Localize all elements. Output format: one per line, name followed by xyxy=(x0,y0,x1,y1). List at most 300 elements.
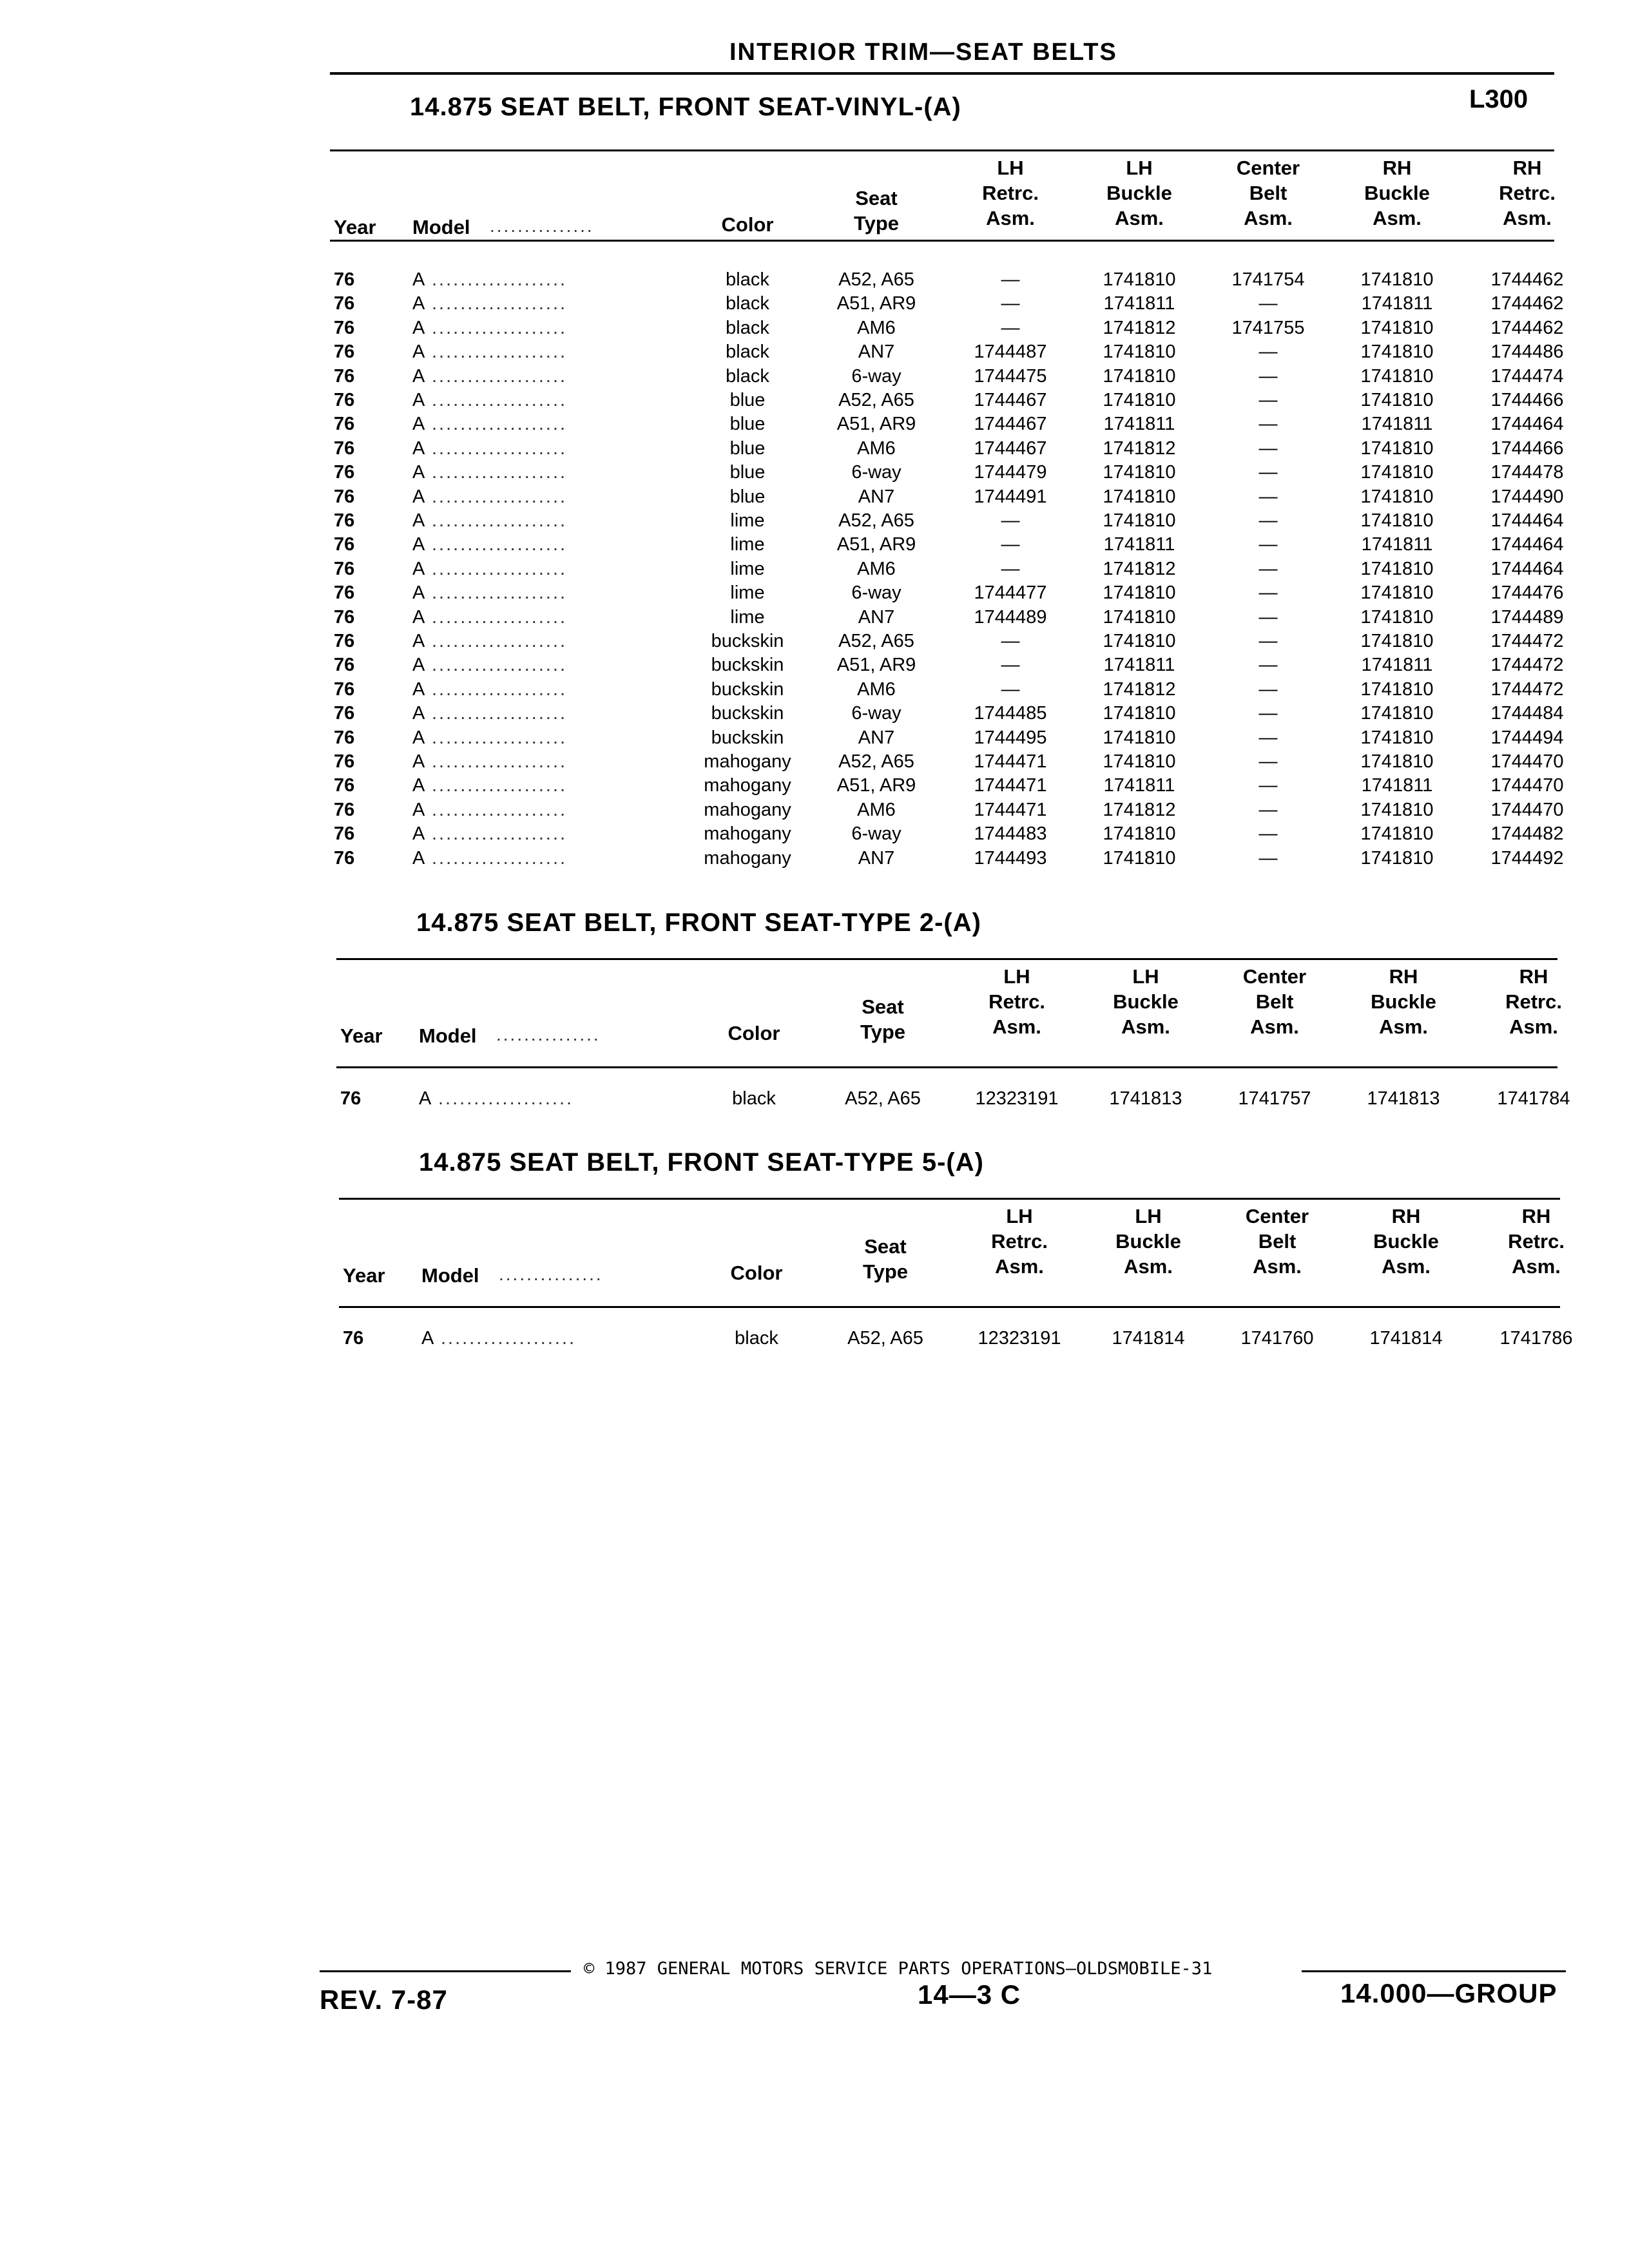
cell-center-belt: — xyxy=(1258,631,1278,651)
cell-seat-type: AN7 xyxy=(858,486,895,507)
cell-lh-buckle: 1741810 xyxy=(1103,751,1176,772)
col-center-belt-1: Center xyxy=(1236,157,1300,179)
cell-color: mahogany xyxy=(704,847,791,869)
table-row xyxy=(0,655,1629,678)
cell-rh-buckle: 1741810 xyxy=(1360,703,1434,724)
cell-model: A xyxy=(412,269,425,290)
cell-lh-retrc: — xyxy=(1001,317,1020,338)
cell-seat-type: 6-way xyxy=(851,582,901,604)
col-lh-buckle-1: LH xyxy=(1135,1205,1162,1227)
col-rh-retrc-2: Retrc. xyxy=(1499,182,1556,204)
cell-lh-retrc: 12323191 xyxy=(975,1088,1059,1109)
table-row xyxy=(0,727,1629,751)
cell-center-belt: — xyxy=(1258,847,1278,869)
cell-center-belt: — xyxy=(1258,390,1278,410)
table-top-rule xyxy=(336,958,1557,960)
header-bottom-rule xyxy=(336,1066,1557,1068)
cell-rh-buckle: 1741810 xyxy=(1360,462,1434,483)
cell-lh-buckle: 1741810 xyxy=(1103,390,1176,410)
cell-lh-buckle: 1741812 xyxy=(1103,799,1176,820)
cell-color: lime xyxy=(730,534,765,555)
cell-seat-type: AM6 xyxy=(857,799,896,820)
cell-year: 76 xyxy=(334,437,355,459)
cell-rh-buckle: 1741810 xyxy=(1360,365,1434,387)
cell-lh-retrc: 1744489 xyxy=(974,606,1047,628)
cell-center-belt: — xyxy=(1258,606,1278,628)
table-row xyxy=(0,1088,1629,1112)
cell-lh-buckle: 1741810 xyxy=(1103,486,1176,507)
cell-lh-buckle: 1741810 xyxy=(1103,365,1176,387)
cell-rh-buckle: 1741810 xyxy=(1360,341,1434,363)
cell-year: 76 xyxy=(334,655,355,676)
col-seat-type-2: Type xyxy=(853,212,900,235)
cell-lh-retrc: 1744487 xyxy=(974,341,1047,363)
cell-model-dots: ................... xyxy=(432,414,568,435)
footer-rule-left xyxy=(320,1970,571,1972)
cell-model: A xyxy=(412,293,425,314)
cell-seat-type: 6-way xyxy=(851,703,901,724)
cell-model: A xyxy=(412,631,425,651)
cell-model: A xyxy=(412,582,425,604)
cell-rh-buckle: 1741810 xyxy=(1360,486,1434,507)
cell-center-belt: — xyxy=(1258,534,1278,555)
cell-seat-type: A51, AR9 xyxy=(836,534,916,555)
cell-model-dots: ................... xyxy=(432,293,568,314)
cell-lh-buckle: 1741811 xyxy=(1103,293,1175,314)
cell-rh-retrc: 1744464 xyxy=(1490,558,1564,579)
col-seat-type-1: Seat xyxy=(855,187,898,209)
cell-center-belt: 1741754 xyxy=(1231,269,1305,290)
cell-lh-retrc: — xyxy=(1001,558,1020,579)
col-rh-buckle-3: Asm. xyxy=(1379,1015,1428,1038)
cell-color: black xyxy=(726,317,769,338)
cell-model: A xyxy=(412,462,425,483)
table-row xyxy=(0,366,1629,390)
col-lh-buckle-1: LH xyxy=(1126,157,1153,179)
col-rh-retrc-1: RH xyxy=(1521,1205,1551,1227)
cell-color: mahogany xyxy=(704,751,791,772)
col-lh-retrc-3: Asm. xyxy=(986,207,1035,229)
cell-lh-retrc: — xyxy=(1001,631,1020,651)
cell-rh-buckle: 1741810 xyxy=(1360,437,1434,459)
cell-rh-buckle: 1741810 xyxy=(1360,558,1434,579)
cell-model-dots: ................... xyxy=(432,582,568,604)
col-model-dots: ............... xyxy=(499,1264,603,1284)
table-row xyxy=(0,679,1629,703)
cell-center-belt: — xyxy=(1258,655,1278,676)
cell-seat-type: 6-way xyxy=(851,462,901,483)
cell-model-dots: ................... xyxy=(432,678,568,700)
cell-lh-buckle: 1741812 xyxy=(1103,317,1176,338)
cell-color: buckskin xyxy=(711,678,784,700)
footer-revision: REV. 7-87 xyxy=(320,1984,448,2015)
col-lh-buckle-2: Buckle xyxy=(1106,182,1172,204)
table-row xyxy=(0,848,1629,872)
col-lh-retrc-3: Asm. xyxy=(995,1255,1044,1278)
cell-lh-retrc: 1744477 xyxy=(974,582,1047,604)
col-lh-buckle-3: Asm. xyxy=(1124,1255,1173,1278)
cell-lh-retrc: 1744493 xyxy=(974,847,1047,869)
cell-year: 76 xyxy=(334,317,355,338)
table-row xyxy=(0,775,1629,799)
col-year: Year xyxy=(334,216,376,238)
cell-year: 76 xyxy=(334,293,355,314)
cell-rh-buckle: 1741810 xyxy=(1360,823,1434,845)
cell-center-belt: — xyxy=(1258,462,1278,483)
cell-year: 76 xyxy=(334,462,355,483)
cell-year: 76 xyxy=(334,365,355,387)
footer-group: 14.000—GROUP xyxy=(1340,1978,1557,2008)
cell-rh-buckle: 1741810 xyxy=(1360,631,1434,651)
cell-year: 76 xyxy=(334,775,355,796)
cell-rh-buckle: 1741810 xyxy=(1360,727,1434,748)
cell-seat-type: AN7 xyxy=(858,727,895,748)
col-rh-retrc-1: RH xyxy=(1519,965,1548,988)
cell-rh-retrc: 1744466 xyxy=(1490,437,1564,459)
col-lh-retrc-2: Retrc. xyxy=(988,990,1045,1013)
cell-lh-buckle: 1741811 xyxy=(1103,655,1175,676)
cell-seat-type: AM6 xyxy=(857,558,896,579)
cell-center-belt: — xyxy=(1258,558,1278,579)
cell-model-dots: ................... xyxy=(438,1088,574,1109)
table-row xyxy=(0,486,1629,510)
cell-rh-retrc: 1744462 xyxy=(1490,269,1564,290)
cell-seat-type: A51, AR9 xyxy=(836,414,916,435)
col-seat-type-1: Seat xyxy=(862,995,904,1018)
cell-color: buckskin xyxy=(711,727,784,748)
cell-year: 76 xyxy=(334,582,355,604)
cell-lh-buckle: 1741810 xyxy=(1103,582,1176,604)
cell-year: 76 xyxy=(334,847,355,869)
cell-model: A xyxy=(412,727,425,748)
col-seat-type-1: Seat xyxy=(864,1235,907,1258)
col-year: Year xyxy=(343,1264,385,1287)
cell-year: 76 xyxy=(340,1088,361,1109)
cell-color: blue xyxy=(729,414,766,435)
cell-model: A xyxy=(412,365,425,387)
col-rh-retrc-3: Asm. xyxy=(1503,207,1552,229)
cell-rh-retrc: 1744472 xyxy=(1490,631,1564,651)
cell-lh-buckle: 1741814 xyxy=(1112,1328,1185,1349)
col-rh-buckle-3: Asm. xyxy=(1382,1255,1431,1278)
col-color: Color xyxy=(730,1262,783,1284)
cell-year: 76 xyxy=(334,510,355,531)
table-row xyxy=(0,390,1629,414)
cell-lh-retrc: 1744485 xyxy=(974,703,1047,724)
cell-lh-buckle: 1741810 xyxy=(1103,823,1176,845)
col-center-belt-3: Asm. xyxy=(1253,1255,1302,1278)
cell-rh-buckle: 1741811 xyxy=(1361,534,1433,555)
cell-center-belt: 1741757 xyxy=(1238,1088,1311,1109)
cell-color: buckskin xyxy=(711,631,784,651)
cell-model: A xyxy=(412,703,425,724)
cell-color: lime xyxy=(730,558,765,579)
cell-rh-retrc: 1744462 xyxy=(1490,293,1564,314)
cell-seat-type: A52, A65 xyxy=(838,751,914,772)
cell-color: black xyxy=(726,293,769,314)
cell-color: black xyxy=(726,341,769,363)
table-row xyxy=(0,414,1629,437)
col-year: Year xyxy=(340,1024,383,1047)
table-top-rule xyxy=(330,149,1554,151)
cell-year: 76 xyxy=(334,558,355,579)
cell-model: A xyxy=(412,775,425,796)
header-rule xyxy=(330,72,1554,75)
col-rh-buckle-1: RH xyxy=(1389,965,1418,988)
cell-color: mahogany xyxy=(704,775,791,796)
cell-lh-retrc: 1744475 xyxy=(974,365,1047,387)
cell-rh-retrc: 1744464 xyxy=(1490,534,1564,555)
cell-model-dots: ................... xyxy=(432,558,568,579)
col-rh-retrc-3: Asm. xyxy=(1509,1015,1558,1038)
cell-model: A xyxy=(412,558,425,579)
cell-model: A xyxy=(412,751,425,772)
table-row xyxy=(0,534,1629,558)
cell-rh-retrc: 1744472 xyxy=(1490,678,1564,700)
table-row xyxy=(0,293,1629,317)
cell-model-dots: ................... xyxy=(432,751,568,772)
cell-model-dots: ................... xyxy=(441,1328,577,1349)
cell-color: buckskin xyxy=(711,655,784,676)
col-center-belt-1: Center xyxy=(1242,965,1307,988)
col-rh-buckle-1: RH xyxy=(1382,157,1412,179)
cell-lh-buckle: 1741811 xyxy=(1103,414,1175,435)
cell-seat-type: 6-way xyxy=(851,823,901,845)
cell-lh-buckle: 1741812 xyxy=(1103,437,1176,459)
cell-center-belt: 1741755 xyxy=(1231,317,1305,338)
col-model-dots: ............... xyxy=(496,1024,601,1044)
cell-seat-type: A51, AR9 xyxy=(836,775,916,796)
cell-rh-retrc: 1744474 xyxy=(1490,365,1564,387)
cell-color: lime xyxy=(730,582,765,604)
cell-center-belt: — xyxy=(1258,751,1278,772)
cell-model-dots: ................... xyxy=(432,462,568,483)
footer-page-number: 14—3 C xyxy=(918,1979,1021,2010)
cell-center-belt: — xyxy=(1258,510,1278,531)
cell-lh-buckle: 1741810 xyxy=(1103,727,1176,748)
col-lh-retrc-2: Retrc. xyxy=(991,1230,1048,1253)
col-seat-type-2: Type xyxy=(862,1260,909,1283)
col-center-belt-1: Center xyxy=(1245,1205,1309,1227)
cell-rh-buckle: 1741810 xyxy=(1360,606,1434,628)
cell-model-dots: ................... xyxy=(432,775,568,796)
cell-model: A xyxy=(412,799,425,820)
col-center-belt-2: Belt xyxy=(1258,1230,1296,1253)
col-rh-buckle-2: Buckle xyxy=(1371,990,1436,1013)
header-bottom-rule xyxy=(330,240,1554,242)
col-lh-retrc-1: LH xyxy=(1003,965,1030,988)
col-center-belt-2: Belt xyxy=(1249,182,1287,204)
cell-center-belt: — xyxy=(1258,775,1278,796)
cell-seat-type: A52, A65 xyxy=(838,510,914,531)
cell-year: 76 xyxy=(334,390,355,410)
section-title: 14.875 SEAT BELT, FRONT SEAT-TYPE 5-(A) xyxy=(419,1148,984,1177)
cell-year: 76 xyxy=(334,799,355,820)
cell-rh-buckle: 1741810 xyxy=(1360,269,1434,290)
table-row xyxy=(0,318,1629,341)
cell-model-dots: ................... xyxy=(432,727,568,748)
table-row xyxy=(0,751,1629,775)
cell-lh-buckle: 1741810 xyxy=(1103,462,1176,483)
cell-rh-retrc: 1744470 xyxy=(1490,751,1564,772)
cell-seat-type: AM6 xyxy=(857,437,896,459)
col-lh-buckle-2: Buckle xyxy=(1115,1230,1181,1253)
cell-center-belt: — xyxy=(1258,799,1278,820)
cell-rh-buckle: 1741811 xyxy=(1361,655,1433,676)
cell-year: 76 xyxy=(334,606,355,628)
col-model: Model xyxy=(412,216,470,238)
cell-lh-retrc: — xyxy=(1001,510,1020,531)
cell-rh-buckle: 1741811 xyxy=(1361,414,1433,435)
cell-model: A xyxy=(412,414,425,435)
header-bottom-rule xyxy=(339,1306,1560,1308)
col-seat-type-2: Type xyxy=(860,1021,906,1043)
cell-rh-retrc: 1741786 xyxy=(1499,1328,1573,1349)
cell-center-belt: — xyxy=(1258,414,1278,435)
cell-center-belt: — xyxy=(1258,437,1278,459)
cell-rh-retrc: 1744492 xyxy=(1490,847,1564,869)
cell-year: 76 xyxy=(334,414,355,435)
cell-rh-buckle: 1741810 xyxy=(1360,678,1434,700)
cell-rh-buckle: 1741810 xyxy=(1360,751,1434,772)
cell-center-belt: — xyxy=(1258,486,1278,507)
cell-lh-retrc: 1744471 xyxy=(974,799,1047,820)
cell-year: 76 xyxy=(334,751,355,772)
table-row xyxy=(0,438,1629,462)
cell-lh-buckle: 1741810 xyxy=(1103,703,1176,724)
cell-rh-buckle: 1741813 xyxy=(1367,1088,1440,1109)
cell-rh-retrc: 1744466 xyxy=(1490,390,1564,410)
footer-copyright: © 1987 GENERAL MOTORS SERVICE PARTS OPERATIONS—OLDSMOBILE-31 xyxy=(584,1959,1213,1979)
cell-lh-buckle: 1741810 xyxy=(1103,341,1176,363)
col-color: Color xyxy=(721,213,774,236)
cell-model-dots: ................... xyxy=(432,341,568,363)
table-row xyxy=(0,269,1629,293)
cell-model: A xyxy=(419,1088,432,1109)
cell-rh-retrc: 1744470 xyxy=(1490,775,1564,796)
cell-lh-retrc: 1744467 xyxy=(974,437,1047,459)
cell-rh-buckle: 1741810 xyxy=(1360,390,1434,410)
col-rh-retrc-3: Asm. xyxy=(1512,1255,1561,1278)
cell-center-belt: — xyxy=(1258,365,1278,387)
cell-seat-type: A51, AR9 xyxy=(836,655,916,676)
cell-year: 76 xyxy=(334,703,355,724)
col-model: Model xyxy=(419,1024,477,1047)
col-lh-retrc-1: LH xyxy=(997,157,1024,179)
cell-year: 76 xyxy=(334,727,355,748)
col-lh-retrc-3: Asm. xyxy=(992,1015,1041,1038)
cell-color: buckskin xyxy=(711,703,784,724)
cell-rh-buckle: 1741811 xyxy=(1361,775,1433,796)
cell-rh-buckle: 1741810 xyxy=(1360,317,1434,338)
table-row xyxy=(0,559,1629,582)
cell-seat-type: A51, AR9 xyxy=(836,293,916,314)
cell-model: A xyxy=(412,847,425,869)
cell-lh-retrc: 12323191 xyxy=(978,1328,1061,1349)
cell-seat-type: AM6 xyxy=(857,678,896,700)
cell-year: 76 xyxy=(334,486,355,507)
cell-model: A xyxy=(412,534,425,555)
cell-center-belt: 1741760 xyxy=(1240,1328,1314,1349)
table-row xyxy=(0,631,1629,655)
col-lh-retrc-2: Retrc. xyxy=(982,182,1039,204)
col-color: Color xyxy=(728,1022,780,1044)
cell-lh-retrc: 1744483 xyxy=(974,823,1047,845)
cell-lh-buckle: 1741813 xyxy=(1109,1088,1182,1109)
cell-color: blue xyxy=(729,437,766,459)
cell-seat-type: A52, A65 xyxy=(838,269,914,290)
cell-seat-type: AN7 xyxy=(858,606,895,628)
cell-rh-buckle: 1741810 xyxy=(1360,799,1434,820)
cell-seat-type: AN7 xyxy=(858,341,895,363)
col-lh-buckle-2: Buckle xyxy=(1113,990,1179,1013)
cell-lh-retrc: 1744467 xyxy=(974,390,1047,410)
cell-model-dots: ................... xyxy=(432,534,568,555)
cell-rh-retrc: 1744482 xyxy=(1490,823,1564,845)
cell-model: A xyxy=(412,390,425,410)
cell-rh-retrc: 1744476 xyxy=(1490,582,1564,604)
table-top-rule xyxy=(339,1198,1560,1200)
cell-seat-type: A52, A65 xyxy=(838,390,914,410)
table-row xyxy=(0,607,1629,631)
cell-model: A xyxy=(421,1328,434,1349)
cell-year: 76 xyxy=(334,631,355,651)
cell-model-dots: ................... xyxy=(432,703,568,724)
col-center-belt-2: Belt xyxy=(1255,990,1294,1013)
cell-lh-retrc: — xyxy=(1001,655,1020,676)
cell-center-belt: — xyxy=(1258,823,1278,845)
cell-lh-buckle: 1741810 xyxy=(1103,606,1176,628)
footer-rule-right xyxy=(1302,1970,1566,1972)
cell-model-dots: ................... xyxy=(432,365,568,387)
cell-rh-buckle: 1741811 xyxy=(1361,293,1433,314)
cell-model: A xyxy=(412,655,425,676)
cell-lh-retrc: 1744479 xyxy=(974,462,1047,483)
cell-color: lime xyxy=(730,510,765,531)
col-rh-buckle-2: Buckle xyxy=(1364,182,1430,204)
cell-color: black xyxy=(735,1328,778,1349)
cell-year: 76 xyxy=(334,823,355,845)
cell-center-belt: — xyxy=(1258,727,1278,748)
cell-model: A xyxy=(412,486,425,507)
cell-rh-retrc: 1744464 xyxy=(1490,510,1564,531)
cell-lh-retrc: 1744471 xyxy=(974,775,1047,796)
cell-seat-type: A52, A65 xyxy=(847,1328,923,1349)
table-row xyxy=(0,341,1629,365)
cell-rh-buckle: 1741810 xyxy=(1360,582,1434,604)
cell-rh-retrc: 1744478 xyxy=(1490,462,1564,483)
cell-model-dots: ................... xyxy=(432,317,568,338)
col-rh-retrc-1: RH xyxy=(1512,157,1542,179)
cell-color: lime xyxy=(730,606,765,628)
cell-lh-buckle: 1741810 xyxy=(1103,631,1176,651)
cell-color: mahogany xyxy=(704,823,791,845)
cell-center-belt: — xyxy=(1258,293,1278,314)
cell-color: black xyxy=(732,1088,776,1109)
cell-model: A xyxy=(412,317,425,338)
cell-rh-buckle: 1741810 xyxy=(1360,847,1434,869)
cell-color: blue xyxy=(729,462,766,483)
cell-color: mahogany xyxy=(704,799,791,820)
cell-lh-retrc: 1744471 xyxy=(974,751,1047,772)
col-model: Model xyxy=(421,1264,479,1287)
table-row xyxy=(0,510,1629,534)
cell-center-belt: — xyxy=(1258,582,1278,604)
cell-lh-buckle: 1741810 xyxy=(1103,510,1176,531)
cell-lh-buckle: 1741812 xyxy=(1103,558,1176,579)
cell-year: 76 xyxy=(334,534,355,555)
cell-color: blue xyxy=(729,486,766,507)
